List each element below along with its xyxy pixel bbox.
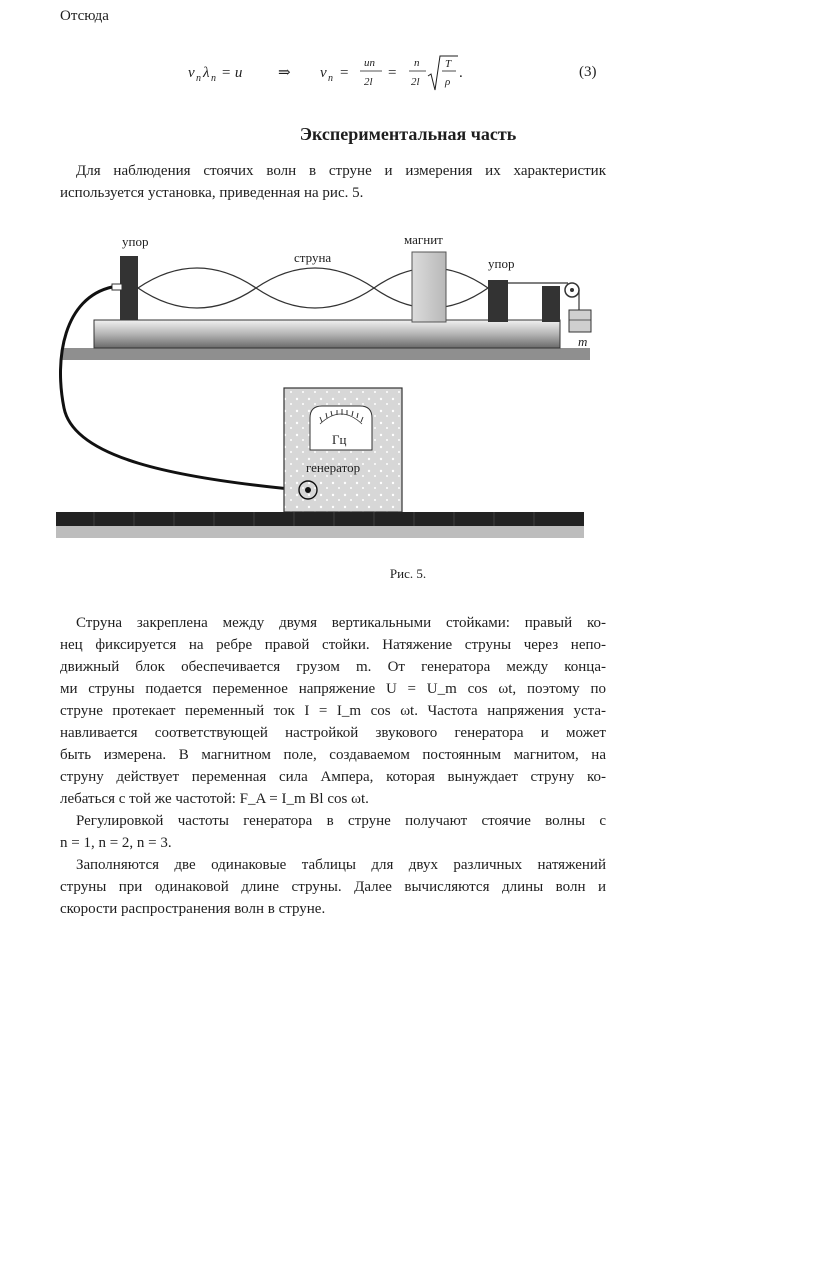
eq-equals-1: = xyxy=(340,65,349,81)
eq-lambda: λ xyxy=(203,65,210,81)
intro-text: Отсюда xyxy=(60,8,109,24)
table-edge xyxy=(56,526,584,538)
p4-line-1: Заполняются две одинаковые таблицы для двух различных натяжений xyxy=(76,857,606,873)
paragraph-2 xyxy=(60,612,606,810)
p4-line-3: скорости распространения волн в струне. xyxy=(60,901,326,917)
magnet xyxy=(412,252,446,322)
p2-line-7: быть измерена. В магнитном поле, создаваемом постоянным магнитом, на xyxy=(60,747,606,763)
p2-line-5: струне протекает переменный ток I = I_m cos ωt. Частота напряжения уста- xyxy=(60,703,606,719)
eq-frac2-den: 2l xyxy=(411,76,420,88)
p2-line-4: ми струны подается переменное напряжение U = U_m cos ωt, поэтому по xyxy=(60,681,606,697)
eq-frac1-num: un xyxy=(364,57,375,69)
label-hz: Гц xyxy=(332,432,347,447)
eq-equals-u: = u xyxy=(221,65,243,81)
pulley-stand xyxy=(542,286,560,322)
section-heading: Экспериментальная часть xyxy=(299,124,517,144)
eq-sub-n-2: n xyxy=(211,73,216,84)
p2-line-8: струну действует переменная сила Ампера, которая вынуждает струну ко- xyxy=(60,769,606,785)
equation-number: (3) xyxy=(579,64,597,80)
p2-line-3: движный блок обеспечивается грузом m. От генератора между конца- xyxy=(60,659,606,675)
figure-caption: Рис. 5. xyxy=(389,566,427,581)
left-clamp xyxy=(112,284,122,290)
p4-line-2: струны при одинаковой длине струны. Далее вычисляются длины волн и xyxy=(60,879,606,895)
paragraph-4 xyxy=(60,854,606,920)
label-magnet: магнит xyxy=(404,232,443,247)
figure-5-setup xyxy=(54,228,594,548)
eq-sub-n-3: n xyxy=(328,73,333,84)
bench xyxy=(94,320,560,348)
bench-base-plate xyxy=(62,348,590,360)
eq-nu-2: ν xyxy=(320,65,327,81)
label-stop-left: упор xyxy=(122,234,149,249)
right-stop-post xyxy=(488,280,508,322)
weight-m xyxy=(569,310,591,332)
label-string: струна xyxy=(294,250,332,265)
p2-line-9: лебаться с той же частотой: F_A = I_m Bl cos ωt. xyxy=(60,791,369,807)
label-generator: генератор xyxy=(306,460,361,475)
eq-period: . xyxy=(459,65,463,81)
eq-sqrt-num: T xyxy=(445,58,452,70)
label-mass: m xyxy=(578,334,588,349)
eq-sub-n: n xyxy=(196,73,201,84)
eq-implies-arrow: ⇒ xyxy=(278,65,291,81)
generator-cable xyxy=(60,287,300,490)
left-stop-post xyxy=(120,256,138,320)
equation-3 xyxy=(188,52,488,102)
p2-line-6: навливается соответствующей настройкой звукового генератора и может xyxy=(60,725,606,741)
paragraph-3 xyxy=(60,810,606,854)
p3-line-1: Регулировкой частоты генератора в струне получают стоячие волны с xyxy=(76,813,606,829)
p1-line-1: Для наблюдения стоячих волн в струне и измерения их характеристик xyxy=(76,163,606,179)
eq-equals-2: = xyxy=(388,65,397,81)
paragraph-1 xyxy=(60,160,606,204)
p1-line-2: используется установка, приведенная на рис. 5. xyxy=(60,185,364,201)
p3-line-2: n = 1, n = 2, n = 3. xyxy=(60,835,172,851)
label-stop-right: упор xyxy=(488,256,515,271)
eq-frac2-num: n xyxy=(414,57,420,69)
eq-sqrt-den: ρ xyxy=(445,76,451,88)
eq-frac1-den: 2l xyxy=(364,76,373,88)
table-top xyxy=(56,512,584,526)
p2-line-1: Струна закреплена между двумя вертикальными стойками: правый ко- xyxy=(76,615,606,631)
p2-line-2: нец фиксируется на ребре правой стойки. Натяжение струны через непо- xyxy=(60,637,606,653)
eq-nu: ν xyxy=(188,65,195,81)
